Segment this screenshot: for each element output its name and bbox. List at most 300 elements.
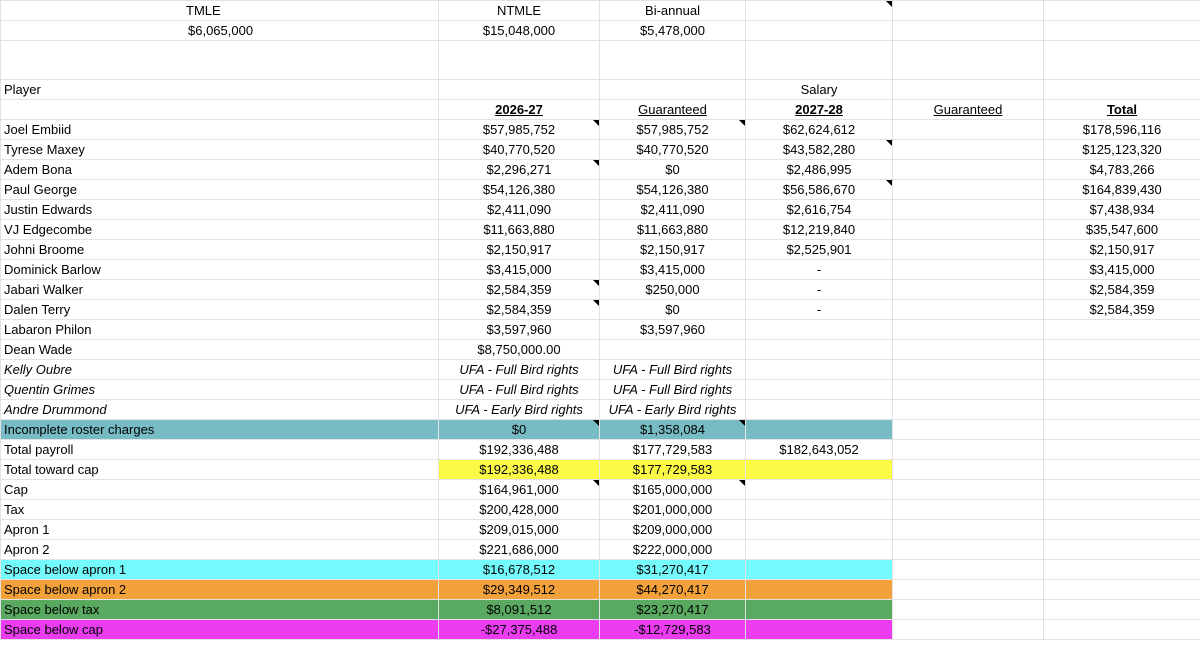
summary-label-cell[interactable]	[1, 500, 439, 520]
salary-2026: $2,296,271	[486, 162, 552, 177]
summary-2026: $221,686,000	[479, 542, 559, 557]
guaranteed-2026-cell[interactable]	[600, 360, 746, 380]
summary-label-cell[interactable]	[1, 580, 439, 600]
summary-label-cell[interactable]	[1, 540, 439, 560]
salary-2027: $43,582,280	[782, 142, 856, 157]
cell[interactable]	[1044, 1, 1200, 21]
summary-2026: $164,961,000	[479, 482, 559, 497]
salary-2026-cell[interactable]	[439, 320, 600, 340]
guaranteed-2026: $250,000	[645, 282, 700, 297]
guaranteed-2026-cell[interactable]	[600, 300, 746, 320]
cell[interactable]	[746, 1, 893, 21]
salary-2027-cell[interactable]	[746, 180, 893, 200]
total: $164,839,430	[1082, 182, 1162, 197]
cell[interactable]	[1, 100, 439, 120]
total-cell[interactable]	[1044, 340, 1200, 360]
guaranteed-2027-cell[interactable]	[893, 400, 1044, 420]
summary-2027-cell[interactable]	[746, 560, 893, 580]
summary-guaranteed: $44,270,417	[636, 582, 709, 597]
summary-2027-cell[interactable]	[746, 500, 893, 520]
col-total-header: Total	[1106, 102, 1138, 117]
col-guaranteed1-header-cell[interactable]	[600, 100, 746, 120]
salary-2026: $57,985,752	[482, 122, 556, 137]
player-name: Jabari Walker	[4, 282, 83, 297]
summary-2026-cell[interactable]	[439, 540, 600, 560]
salary-2027-cell[interactable]	[746, 140, 893, 160]
salary-2026: $40,770,520	[482, 142, 556, 157]
cell[interactable]	[893, 540, 1044, 560]
summary-label: Apron 2	[4, 542, 50, 557]
player-header-cell[interactable]	[1, 80, 439, 100]
summary-guaranteed-cell[interactable]	[600, 580, 746, 600]
cell[interactable]	[1044, 480, 1200, 500]
total-cell[interactable]	[1044, 360, 1200, 380]
summary-guaranteed-cell[interactable]	[600, 480, 746, 500]
cell[interactable]	[1044, 600, 1200, 620]
salary-2027-cell[interactable]	[746, 400, 893, 420]
cell[interactable]	[1044, 540, 1200, 560]
guaranteed-2027-cell[interactable]	[893, 360, 1044, 380]
summary-guaranteed-cell[interactable]	[600, 500, 746, 520]
guaranteed-2027-cell[interactable]	[893, 320, 1044, 340]
guaranteed-2027-cell[interactable]	[893, 220, 1044, 240]
summary-2026: $200,428,000	[479, 502, 559, 517]
guaranteed-2026: $0	[665, 302, 680, 317]
tmle-label-cell[interactable]	[1, 1, 439, 21]
summary-label-cell[interactable]	[1, 480, 439, 500]
summary-row	[1, 520, 1200, 540]
guaranteed-2026: $0	[665, 162, 680, 177]
cell[interactable]	[746, 41, 893, 80]
summary-2026-cell[interactable]	[439, 500, 600, 520]
summary-row	[1, 560, 1200, 580]
guaranteed-2026-cell[interactable]	[600, 120, 746, 140]
total: $178,596,116	[1082, 122, 1162, 137]
salary-2026-cell[interactable]	[439, 240, 600, 260]
tmle-label: TMLE	[186, 3, 221, 18]
summary-guaranteed: $201,000,000	[632, 502, 713, 517]
guaranteed-2026: $3,597,960	[639, 322, 706, 337]
tmle-value: $6,065,000	[188, 23, 254, 38]
summary-label: Apron 1	[4, 522, 50, 537]
salary-2026: $3,415,000	[486, 262, 552, 277]
cell[interactable]	[1044, 80, 1200, 100]
player-name: Johni Broome	[4, 242, 85, 257]
total: $125,123,320	[1082, 142, 1162, 157]
salary-2026: $3,597,960	[486, 322, 552, 337]
total: $7,438,934	[1089, 202, 1155, 217]
guaranteed-2026: $2,411,090	[640, 202, 705, 217]
guaranteed-2027-cell[interactable]	[893, 180, 1044, 200]
player-name-cell[interactable]	[1, 380, 439, 400]
total-cell[interactable]	[1044, 280, 1200, 300]
cell[interactable]	[1044, 41, 1200, 80]
total-cell[interactable]	[1044, 400, 1200, 420]
guaranteed-2026-cell[interactable]	[600, 340, 746, 360]
col-2026-header-cell[interactable]	[439, 100, 600, 120]
table-row	[1, 380, 1200, 400]
cell[interactable]	[893, 41, 1044, 80]
cell[interactable]	[1044, 440, 1200, 460]
summary-guaranteed: -$12,729,583	[634, 622, 711, 637]
biannual-value-cell[interactable]	[600, 21, 746, 41]
summary-row	[1, 620, 1200, 640]
player-name-cell[interactable]	[1, 140, 439, 160]
cell[interactable]	[893, 420, 1044, 440]
guaranteed-2027-cell[interactable]	[893, 340, 1044, 360]
cell[interactable]	[893, 520, 1044, 540]
total-cell[interactable]	[1044, 120, 1200, 140]
summary-guaranteed-cell[interactable]	[600, 620, 746, 640]
summary-label: Space below apron 2	[4, 582, 127, 597]
cell[interactable]	[1044, 620, 1200, 640]
tmle-value-cell[interactable]	[1, 21, 439, 41]
salary-2026-cell[interactable]	[439, 340, 600, 360]
table-row	[1, 260, 1200, 280]
total-cell[interactable]	[1044, 380, 1200, 400]
cell[interactable]	[893, 80, 1044, 100]
salary-2027-cell[interactable]	[746, 300, 893, 320]
summary-2026-cell[interactable]	[439, 460, 600, 480]
salary-2027: $2,525,901	[786, 242, 852, 257]
summary-2026-cell[interactable]	[439, 580, 600, 600]
salary-2027-cell[interactable]	[746, 220, 893, 240]
guaranteed-2026-cell[interactable]	[600, 180, 746, 200]
cell[interactable]	[893, 560, 1044, 580]
cell[interactable]	[893, 500, 1044, 520]
summary-2026: $209,015,000	[479, 522, 559, 537]
player-name-cell[interactable]	[1, 300, 439, 320]
guaranteed-2026: $2,150,917	[639, 242, 706, 257]
cell[interactable]	[893, 440, 1044, 460]
summary-label-cell[interactable]	[1, 440, 439, 460]
guaranteed-2027-cell[interactable]	[893, 120, 1044, 140]
salary-2026-cell[interactable]	[439, 160, 600, 180]
summary-label: Space below apron 1	[4, 562, 127, 577]
salary-2026: UFA - Early Bird rights	[455, 402, 583, 417]
summary-label: Space below tax	[4, 602, 100, 617]
summary-label-cell[interactable]	[1, 520, 439, 540]
cell[interactable]	[1044, 560, 1200, 580]
summary-2026-cell[interactable]	[439, 420, 600, 440]
summary-row	[1, 420, 1200, 440]
cell[interactable]	[746, 21, 893, 41]
total-cell[interactable]	[1044, 220, 1200, 240]
summary-guaranteed: $209,000,000	[632, 522, 713, 537]
cell[interactable]	[893, 21, 1044, 41]
cell[interactable]	[893, 620, 1044, 640]
salary-2027: $56,586,670	[782, 182, 856, 197]
summary-guaranteed: $31,270,417	[636, 562, 709, 577]
salary-2027-cell[interactable]	[746, 320, 893, 340]
guaranteed-2026-cell[interactable]	[600, 200, 746, 220]
summary-2026-cell[interactable]	[439, 480, 600, 500]
player-name: Dominick Barlow	[4, 262, 101, 277]
col-guaranteed2-header: Guaranteed	[933, 102, 1003, 117]
table-row	[1, 240, 1200, 260]
summary-2027-cell[interactable]	[746, 480, 893, 500]
guaranteed-2027-cell[interactable]	[893, 200, 1044, 220]
summary-label: Total payroll	[4, 442, 74, 457]
player-name-cell[interactable]	[1, 120, 439, 140]
player-name: Dalen Terry	[4, 302, 71, 317]
guaranteed-2026-cell[interactable]	[600, 160, 746, 180]
salary-2026-cell[interactable]	[439, 220, 600, 240]
guaranteed-2026: $57,985,752	[636, 122, 709, 137]
summary-2026: $192,336,488	[479, 442, 559, 457]
total: $3,415,000	[1089, 262, 1155, 277]
total-cell[interactable]	[1044, 320, 1200, 340]
cell[interactable]	[893, 480, 1044, 500]
summary-2027-cell[interactable]	[746, 420, 893, 440]
salary-2026: UFA - Full Bird rights	[459, 362, 579, 377]
total-cell[interactable]	[1044, 140, 1200, 160]
cell[interactable]	[439, 80, 600, 100]
cell[interactable]	[1044, 580, 1200, 600]
salary-2027-cell[interactable]	[746, 260, 893, 280]
summary-2027-cell[interactable]	[746, 520, 893, 540]
cell[interactable]	[1044, 460, 1200, 480]
col-total-header-cell[interactable]	[1044, 100, 1200, 120]
salary-2027: $2,616,754	[786, 202, 852, 217]
player-name-cell[interactable]	[1, 240, 439, 260]
summary-guaranteed: $177,729,583	[632, 442, 713, 457]
col-2027-header-cell[interactable]	[746, 100, 893, 120]
salary-2026-cell[interactable]	[439, 400, 600, 420]
guaranteed-2026-cell[interactable]	[600, 400, 746, 420]
salary-2026: $11,663,880	[483, 222, 555, 237]
player-name: Kelly Oubre	[4, 362, 72, 377]
player-name-cell[interactable]	[1, 340, 439, 360]
summary-row	[1, 600, 1200, 620]
total: $2,584,359	[1089, 302, 1155, 317]
player-name: Quentin Grimes	[4, 382, 96, 397]
total-cell[interactable]	[1044, 300, 1200, 320]
salary-2027-cell[interactable]	[746, 360, 893, 380]
salary-2026-cell[interactable]	[439, 260, 600, 280]
summary-label: Incomplete roster charges	[4, 422, 155, 437]
player-name-cell[interactable]	[1, 400, 439, 420]
total: $2,150,917	[1089, 242, 1155, 257]
cell[interactable]	[893, 580, 1044, 600]
summary-2027-cell[interactable]	[746, 580, 893, 600]
summary-2027-cell[interactable]	[746, 440, 893, 460]
summary-2026-cell[interactable]	[439, 560, 600, 580]
summary-2027-cell[interactable]	[746, 600, 893, 620]
table-row	[1, 140, 1200, 160]
guaranteed-2026-cell[interactable]	[600, 260, 746, 280]
player-name-cell[interactable]	[1, 260, 439, 280]
guaranteed-2026-cell[interactable]	[600, 380, 746, 400]
summary-guaranteed-cell[interactable]	[600, 460, 746, 480]
summary-label-cell[interactable]	[1, 560, 439, 580]
salary-2027: $2,486,995	[786, 162, 852, 177]
summary-2027-cell[interactable]	[746, 620, 893, 640]
player-name: Dean Wade	[4, 342, 73, 357]
player-name-cell[interactable]	[1, 360, 439, 380]
total-cell[interactable]	[1044, 200, 1200, 220]
player-name: Tyrese Maxey	[4, 142, 85, 157]
guaranteed-2027-cell[interactable]	[893, 140, 1044, 160]
player-name-cell[interactable]	[1, 180, 439, 200]
guaranteed-2026-cell[interactable]	[600, 140, 746, 160]
salary-2026-cell[interactable]	[439, 360, 600, 380]
salary-2027-cell[interactable]	[746, 240, 893, 260]
col-2026-header: 2026-27	[495, 102, 543, 117]
summary-label-cell[interactable]	[1, 620, 439, 640]
summary-row	[1, 580, 1200, 600]
salary-2026-cell[interactable]	[439, 120, 600, 140]
table-row	[1, 220, 1200, 240]
total: $35,547,600	[1085, 222, 1159, 237]
summary-2026: $192,336,488	[479, 462, 559, 477]
guaranteed-2027-cell[interactable]	[893, 280, 1044, 300]
summary-label-cell[interactable]	[1, 600, 439, 620]
salary-header-cell[interactable]	[746, 80, 893, 100]
summary-2026: $8,091,512	[486, 602, 552, 617]
salary-2026-cell[interactable]	[439, 280, 600, 300]
table-row	[1, 280, 1200, 300]
salary-2027-cell[interactable]	[746, 340, 893, 360]
guaranteed-2027-cell[interactable]	[893, 380, 1044, 400]
total-cell[interactable]	[1044, 240, 1200, 260]
summary-2026-cell[interactable]	[439, 620, 600, 640]
table-row	[1, 400, 1200, 420]
guaranteed-2026: $40,770,520	[636, 142, 709, 157]
summary-label: Space below cap	[4, 622, 104, 637]
cell[interactable]	[1044, 420, 1200, 440]
cell[interactable]	[893, 460, 1044, 480]
summary-guaranteed-cell[interactable]	[600, 440, 746, 460]
guaranteed-2026: UFA - Full Bird rights	[612, 382, 733, 397]
guaranteed-2027-cell[interactable]	[893, 160, 1044, 180]
salary-2026: $54,126,380	[482, 182, 556, 197]
table-row	[1, 320, 1200, 340]
player-name: Andre Drummond	[4, 402, 107, 417]
cell[interactable]	[1044, 500, 1200, 520]
player-name-cell[interactable]	[1, 160, 439, 180]
guaranteed-2026-cell[interactable]	[600, 240, 746, 260]
cell[interactable]	[1, 41, 439, 80]
salary-2027: $12,219,840	[782, 222, 856, 237]
summary-guaranteed-cell[interactable]	[600, 420, 746, 440]
biannual-label-cell[interactable]	[600, 1, 746, 21]
table-row	[1, 120, 1200, 140]
ntmle-label: NTMLE	[496, 3, 542, 18]
summary-2026: -$27,375,488	[480, 622, 558, 637]
col-guaranteed2-header-cell[interactable]	[893, 100, 1044, 120]
salary-2027: -	[816, 282, 822, 297]
salary-2026-cell[interactable]	[439, 180, 600, 200]
player-name: Paul George	[4, 182, 77, 197]
summary-label-cell[interactable]	[1, 460, 439, 480]
cell[interactable]	[1044, 21, 1200, 41]
summary-2027-cell[interactable]	[746, 460, 893, 480]
salary-2027-cell[interactable]	[746, 380, 893, 400]
summary-guaranteed: $23,270,417	[636, 602, 709, 617]
summary-guaranteed-cell[interactable]	[600, 600, 746, 620]
salary-2026-cell[interactable]	[439, 140, 600, 160]
salary-2027: $62,624,612	[782, 122, 856, 137]
player-name: Labaron Philon	[4, 322, 92, 337]
player-name-cell[interactable]	[1, 320, 439, 340]
salary-2027-cell[interactable]	[746, 160, 893, 180]
player-name: Justin Edwards	[4, 202, 93, 217]
summary-label: Total toward cap	[4, 462, 99, 477]
player-name: Adem Bona	[4, 162, 72, 177]
guaranteed-2027-cell[interactable]	[893, 260, 1044, 280]
salary-2026-cell[interactable]	[439, 300, 600, 320]
salary-2027-cell[interactable]	[746, 280, 893, 300]
summary-label: Tax	[4, 502, 25, 517]
summary-guaranteed: $177,729,583	[632, 462, 713, 477]
total: $2,584,359	[1089, 282, 1155, 297]
table-row	[1, 340, 1200, 360]
cell[interactable]	[893, 600, 1044, 620]
ntmle-value-cell[interactable]	[439, 21, 600, 41]
table-row	[1, 160, 1200, 180]
summary-label-cell[interactable]	[1, 420, 439, 440]
salary-header: Salary	[800, 82, 838, 97]
summary-guaranteed-cell[interactable]	[600, 520, 746, 540]
guaranteed-2027-cell[interactable]	[893, 300, 1044, 320]
summary-row	[1, 500, 1200, 520]
total-cell[interactable]	[1044, 180, 1200, 200]
salary-2026: $2,584,359	[486, 282, 552, 297]
guaranteed-2026-cell[interactable]	[600, 220, 746, 240]
col-2027-header: 2027-28	[795, 102, 843, 117]
summary-row	[1, 480, 1200, 500]
player-name: VJ Edgecombe	[4, 222, 93, 237]
guaranteed-2027-cell[interactable]	[893, 240, 1044, 260]
salary-2027-cell[interactable]	[746, 120, 893, 140]
cell[interactable]	[600, 80, 746, 100]
cell[interactable]	[893, 1, 1044, 21]
salary-2026: $8,750,000.00	[477, 342, 561, 357]
player-name-cell[interactable]	[1, 200, 439, 220]
summary-2027-cell[interactable]	[746, 540, 893, 560]
summary-guaranteed: $165,000,000	[632, 482, 713, 497]
ntmle-label-cell[interactable]	[439, 1, 600, 21]
guaranteed-2026-cell[interactable]	[600, 320, 746, 340]
player-header: Player	[4, 82, 41, 97]
summary-2026: $29,349,512	[482, 582, 556, 597]
cell[interactable]	[439, 41, 600, 80]
summary-guaranteed-cell[interactable]	[600, 540, 746, 560]
summary-row	[1, 440, 1200, 460]
player-name-cell[interactable]	[1, 280, 439, 300]
total: $4,783,266	[1089, 162, 1155, 177]
guaranteed-2026-cell[interactable]	[600, 280, 746, 300]
salary-2026-cell[interactable]	[439, 200, 600, 220]
cell[interactable]	[1044, 520, 1200, 540]
summary-2026: $16,678,512	[482, 562, 556, 577]
total-cell[interactable]	[1044, 160, 1200, 180]
summary-2026-cell[interactable]	[439, 440, 600, 460]
total-cell[interactable]	[1044, 260, 1200, 280]
salary-2026: UFA - Full Bird rights	[459, 382, 579, 397]
salary-2026: $2,584,359	[486, 302, 552, 317]
summary-guaranteed-cell[interactable]	[600, 560, 746, 580]
salary-2026-cell[interactable]	[439, 380, 600, 400]
guaranteed-2026: $3,415,000	[639, 262, 706, 277]
player-name-cell[interactable]	[1, 220, 439, 240]
table-row	[1, 180, 1200, 200]
summary-2026-cell[interactable]	[439, 520, 600, 540]
salary-2027-cell[interactable]	[746, 200, 893, 220]
summary-2026-cell[interactable]	[439, 600, 600, 620]
cell[interactable]	[600, 41, 746, 80]
